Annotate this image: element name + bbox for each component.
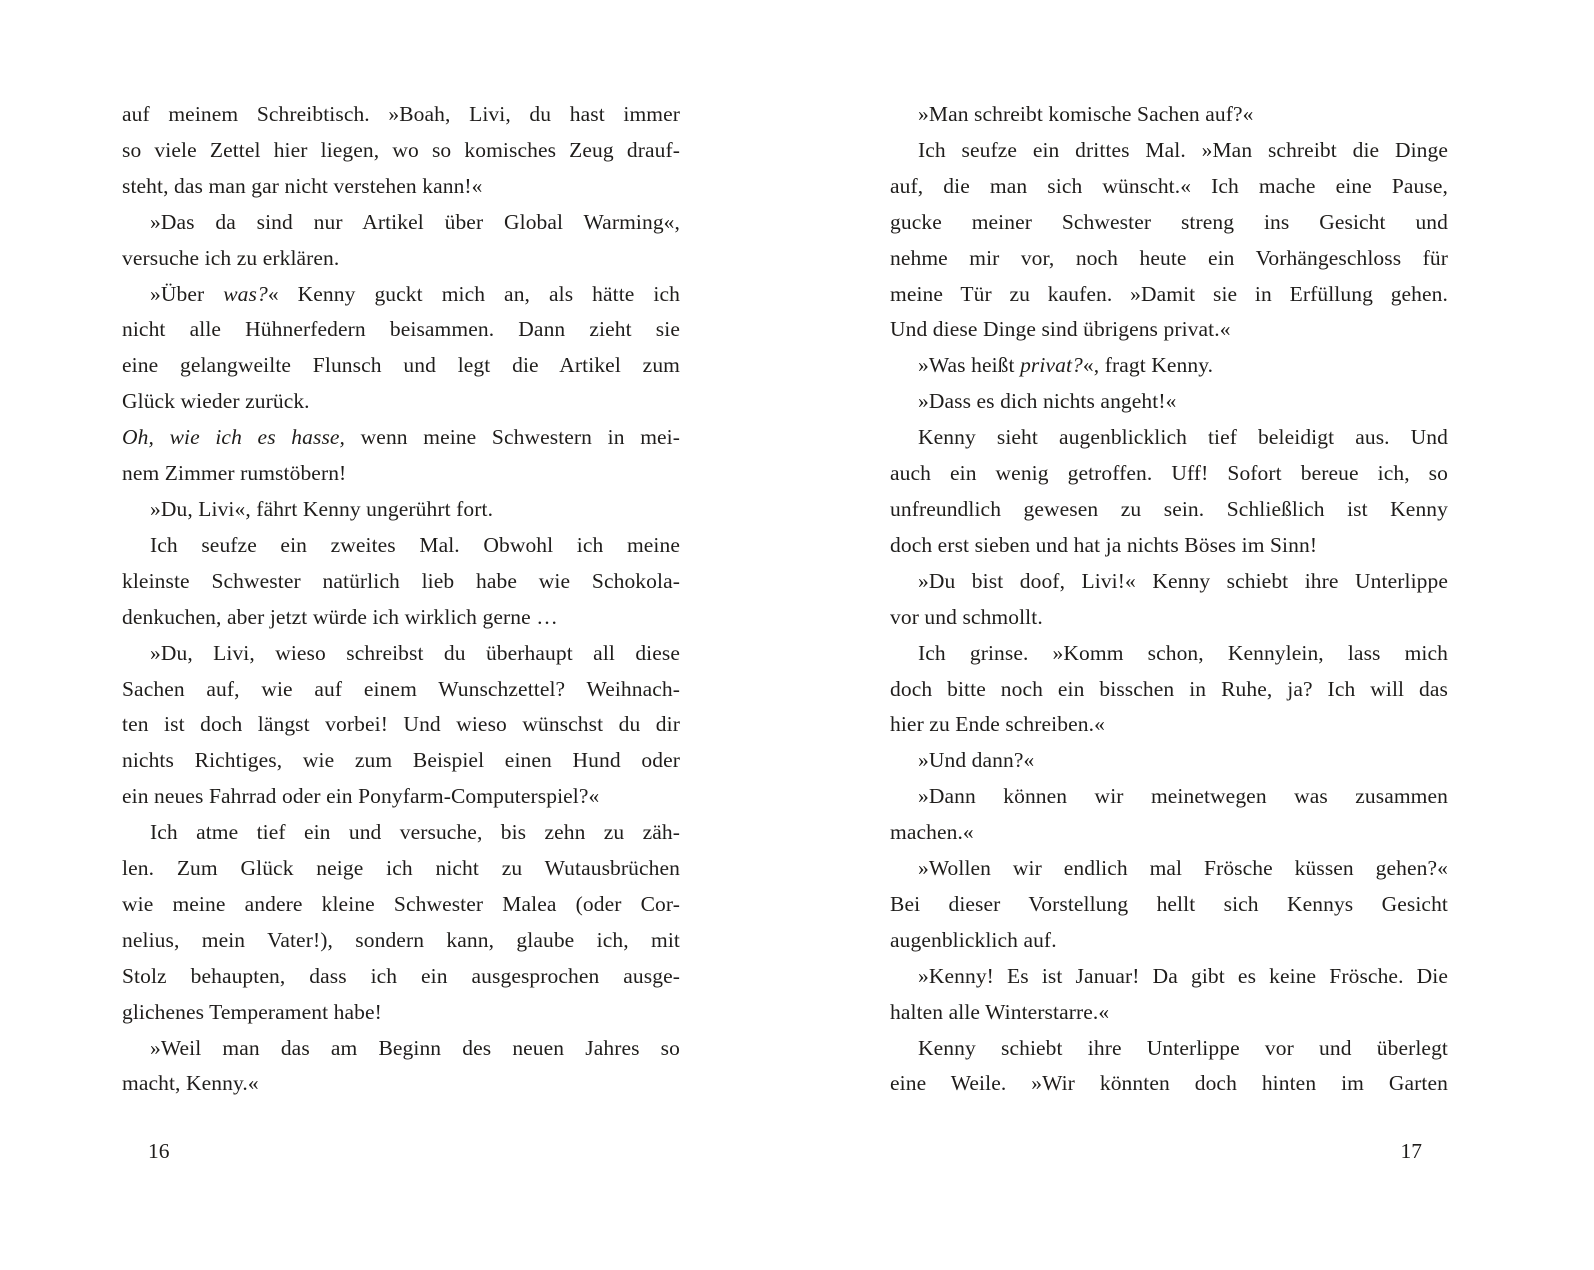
italic-text: was? — [223, 281, 268, 306]
text-line: macht, Kenny.« — [122, 1071, 259, 1096]
text-line: »Das da sind nur Artikel über Global Warming«, — [150, 209, 680, 234]
text-line: nelius, mein Vater!), sondern kann, glaube ich, mit — [122, 927, 680, 952]
text-line: hier zu Ende schreiben.« — [890, 712, 1105, 737]
text-line: ten ist doch längst vorbei! Und wieso wünschst du dir — [122, 712, 680, 737]
text-line: »Wollen wir endlich mal Frösche küssen gehen?« — [918, 856, 1448, 881]
text-line: denkuchen, aber jetzt würde ich wirklich gerne … — [122, 604, 558, 629]
text-line: doch bitte noch ein bisschen in Ruhe, ja? Ich will das — [890, 676, 1448, 701]
text-line: Stolz behaupten, dass ich ein ausgesprochen ausge- — [122, 963, 680, 988]
text-line: nicht alle Hühnerfedern beisammen. Dann zieht sie — [122, 317, 680, 342]
text-line: auf meinem Schreibtisch. »Boah, Livi, du hast immer — [122, 102, 680, 126]
text-line: »Was heißt privat?«, fragt Kenny. — [918, 353, 1214, 378]
text-line: machen.« — [890, 820, 974, 845]
text-line: versuche ich zu erklären. — [122, 245, 340, 270]
italic-text: Oh, wie ich es hasse, — [122, 425, 346, 450]
text-line: Ich seufze ein drittes Mal. »Man schreibt die Dinge — [918, 137, 1448, 162]
text-line: »Man schreibt komische Sachen auf?« — [918, 102, 1254, 126]
text-line: Kenny schiebt ihre Unterlippe vor und überlegt — [918, 1035, 1448, 1060]
text-line: so viele Zettel hier liegen, wo so komisches Zeug drauf- — [122, 137, 680, 162]
text-line: nehme mir vor, noch heute ein Vorhängeschloss für — [890, 245, 1448, 270]
page-left — [122, 0, 680, 1270]
text-line: »Du, Livi, wieso schreibst du überhaupt all diese — [150, 640, 680, 665]
text-line: Sachen auf, wie auf einem Wunschzettel? Weihnach- — [122, 676, 680, 701]
text-line: meine Tür zu kaufen. »Damit sie in Erfüllung gehen. — [890, 281, 1448, 306]
text-line: Ich atme tief ein und versuche, bis zehn zu zäh- — [150, 820, 680, 845]
text-line: Ich seufze ein zweites Mal. Obwohl ich meine — [150, 532, 680, 557]
text-line: kleinste Schwester natürlich lieb habe wie Schokola- — [122, 568, 680, 593]
text-line: nichts Richtiges, wie zum Beispiel einen Hund oder — [122, 748, 680, 773]
text-line: halten alle Winterstarre.« — [890, 999, 1110, 1024]
page-number-left: 16 — [148, 1139, 170, 1163]
page-left-text — [122, 97, 680, 1102]
text-line: ein neues Fahrrad oder ein Ponyfarm-Computerspiel?« — [122, 784, 600, 809]
text-line: vor und schmollt. — [890, 604, 1043, 629]
page-right-text — [890, 97, 1448, 1102]
text-line: Kenny sieht augenblicklich tief beleidigt aus. Und — [918, 425, 1448, 450]
text-line: eine Weile. »Wir könnten doch hinten im Garten — [890, 1071, 1448, 1096]
text-line: Bei dieser Vorstellung hellt sich Kennys Gesicht — [890, 891, 1448, 916]
text-line: wie meine andere kleine Schwester Malea (oder Cor- — [122, 891, 680, 916]
text-line: Glück wieder zurück. — [122, 389, 310, 414]
text-line: auch ein wenig getroffen. Uff! Sofort bereue ich, so — [890, 461, 1448, 486]
text-line: »Dann können wir meinetwegen was zusammen — [918, 784, 1448, 809]
italic-text: privat? — [1020, 353, 1083, 378]
text-line: »Weil man das am Beginn des neuen Jahres so — [150, 1035, 680, 1060]
text-line: »Über was?« Kenny guckt mich an, als hätte ich — [150, 281, 680, 306]
text-line: steht, das man gar nicht verstehen kann!« — [122, 173, 483, 198]
text-line: »Und dann?« — [918, 748, 1035, 773]
text-line: len. Zum Glück neige ich nicht zu Wutausbrüchen — [122, 856, 680, 881]
text-line: Und diese Dinge sind übrigens privat.« — [890, 317, 1231, 342]
text-line: doch erst sieben und hat ja nichts Böses im Sinn! — [890, 532, 1318, 557]
text-line: nem Zimmer rumstöbern! — [122, 461, 347, 486]
page-number-right: 17 — [1400, 1139, 1422, 1163]
text-line: augenblicklich auf. — [890, 927, 1057, 952]
text-line: »Du, Livi«, fährt Kenny ungerührt fort. — [150, 496, 494, 521]
page-right — [890, 0, 1448, 1270]
text-line: unfreundlich gewesen zu sein. Schließlich ist Kenny — [890, 496, 1448, 521]
text-line: »Du bist doof, Livi!« Kenny schiebt ihre Unterlippe — [918, 568, 1448, 593]
text-line: Oh, wie ich es hasse, wenn meine Schwestern in mei- — [122, 425, 681, 450]
text-line: »Kenny! Es ist Januar! Da gibt es keine Frösche. Die — [918, 963, 1448, 988]
text-line: auf, die man sich wünscht.« Ich mache eine Pause, — [890, 173, 1448, 198]
text-line: Ich grinse. »Komm schon, Kennylein, lass mich — [918, 640, 1448, 665]
text-line: gucke meiner Schwester streng ins Gesicht und — [890, 209, 1448, 234]
text-line: glichenes Temperament habe! — [122, 999, 382, 1024]
text-line: eine gelangweilte Flunsch und legt die Artikel zum — [122, 353, 680, 378]
text-line: »Dass es dich nichts angeht!« — [918, 389, 1177, 414]
